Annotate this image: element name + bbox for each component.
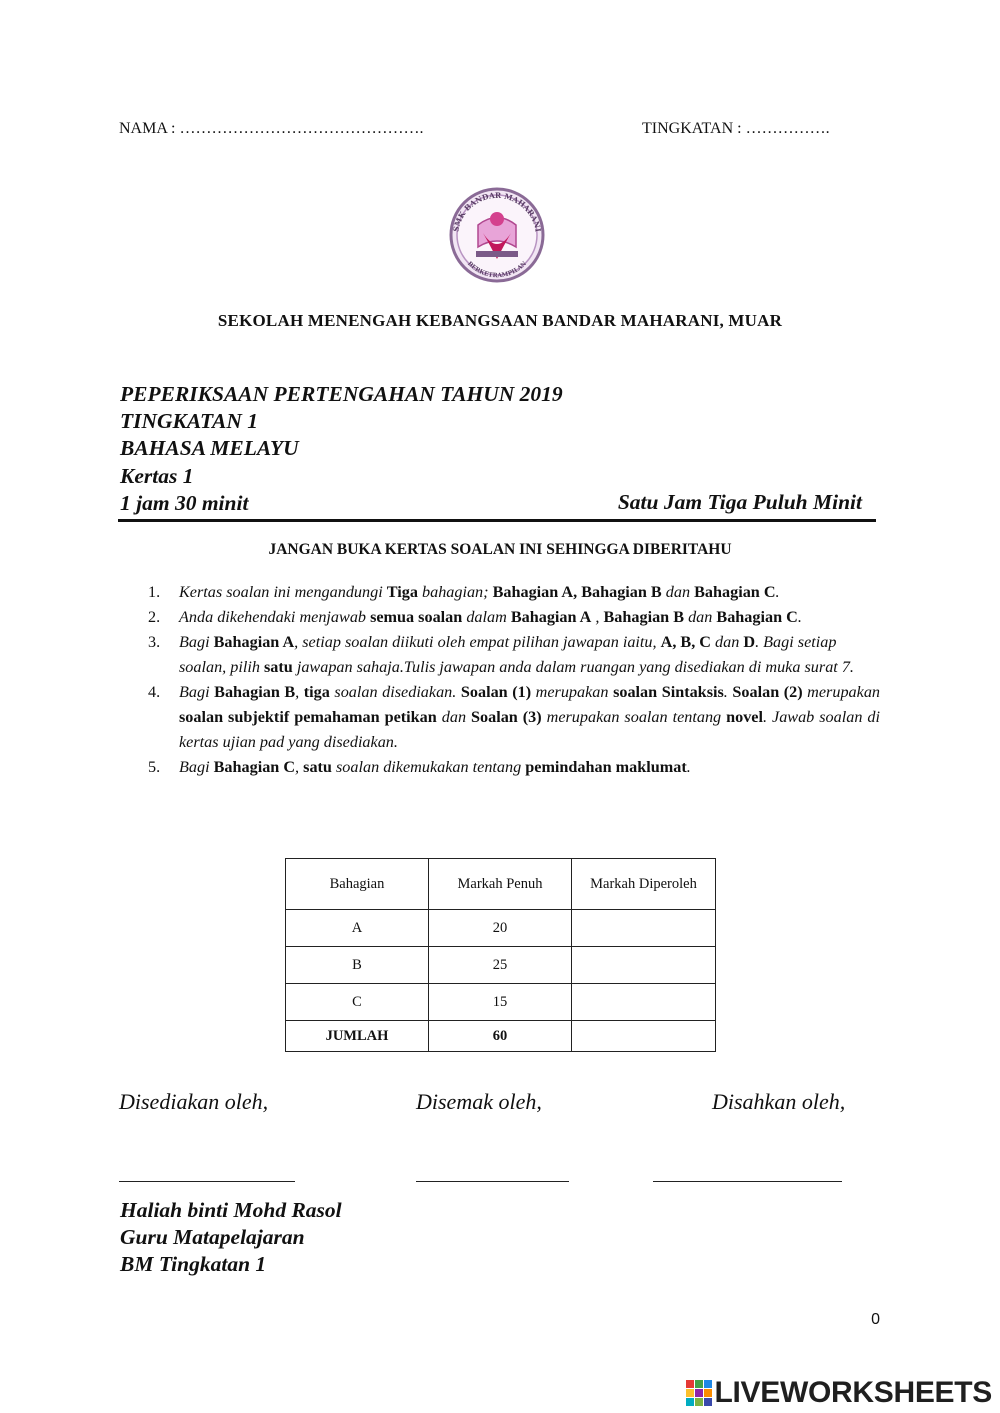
instruction-text: dalam: [462, 608, 511, 626]
instruction-text: Kertas soalan ini mengandungi: [179, 583, 387, 601]
instruction-bold: Soalan (2): [732, 683, 803, 701]
instruction-bold: tiga: [303, 683, 330, 701]
prepared-by-label: Disediakan oleh,: [119, 1089, 269, 1114]
instruction-text: merupakan: [531, 683, 614, 701]
instruction-text: .: [686, 758, 691, 776]
school-name: SEKOLAH MENENGAH KEBANGSAAN BANDAR MAHARANI, MUAR: [217, 311, 783, 330]
instruction-text: ,: [295, 683, 304, 701]
instruction-text: soalan dikemukakan tentang: [331, 758, 526, 776]
instruction-number: 1.: [148, 583, 161, 601]
prepared-signature-line: [119, 1181, 295, 1182]
checked-by-label: Disemak oleh,: [416, 1089, 542, 1114]
instruction-text: .: [797, 608, 802, 626]
instruction-bold: A, B, C: [660, 633, 711, 651]
name-field-label: NAMA : ……………………………………….: [119, 120, 424, 137]
marks-obtained-cell[interactable]: [572, 910, 716, 947]
instruction-number: 2.: [148, 608, 161, 626]
instruction-text: Bagi: [179, 683, 215, 701]
instructions-list: [148, 580, 880, 780]
marks-table: [285, 858, 716, 1052]
instruction-bold: satu: [303, 758, 332, 776]
instruction-text: ,: [295, 758, 304, 776]
instruction-bold: Bahagian C: [213, 758, 296, 776]
instruction-text: merupakan: [802, 683, 881, 701]
table-header-cell: Markah Diperoleh: [572, 859, 716, 910]
instruction-text: bahagian;: [417, 583, 493, 601]
exam-duration: 1 jam 30 minit: [120, 491, 249, 515]
instruction-bold: Bahagian C: [694, 583, 776, 601]
logo-text-bottom: BERKETRAMPILAN: [465, 260, 529, 280]
instruction-bold: satu: [264, 658, 293, 676]
logo-tile: [695, 1398, 703, 1406]
instruction-text: Bagi: [179, 758, 214, 776]
preparer-role: Guru Matapelajaran: [120, 1225, 305, 1249]
instruction-item: [148, 630, 880, 680]
instruction-bold: Soalan (3): [471, 708, 542, 726]
instruction-bold: Bahagian C: [716, 608, 798, 626]
marks-obtained-cell[interactable]: [572, 1021, 716, 1052]
instruction-text: dan: [436, 708, 472, 726]
instruction-item: [148, 680, 880, 755]
instruction-text: Bagi: [179, 633, 214, 651]
approved-signature-line: [653, 1181, 842, 1182]
approved-by-label: Disahkan oleh,: [712, 1089, 846, 1114]
instruction-number: 3.: [148, 633, 161, 651]
liveworksheets-logo-icon: [686, 1380, 712, 1406]
exam-level: TINGKATAN 1: [120, 409, 258, 433]
table-cell: JUMLAH: [286, 1021, 429, 1052]
instruction-bold: Bahagian B: [214, 683, 296, 701]
logo-tile: [704, 1380, 712, 1388]
warning-notice: JANGAN BUKA KERTAS SOALAN INI SEHINGGA DIBERITAHU: [268, 541, 732, 558]
school-crest-logo: [436, 185, 558, 285]
instruction-bold: D: [743, 633, 756, 651]
instruction-bold: soalan Sintaksis: [613, 683, 724, 701]
instruction-item: [148, 755, 880, 780]
instruction-text: .: [775, 583, 780, 601]
instruction-bold: Soalan (1): [460, 683, 532, 701]
logo-text-top: SMK BANDAR MAHARANI: [451, 190, 543, 233]
table-cell: 20: [429, 910, 572, 947]
instruction-text: . Bagi setiap soalan, pilih: [179, 633, 837, 676]
exam-duration-words: Satu Jam Tiga Puluh Minit: [617, 490, 862, 514]
instruction-bold: Bahagian A, Bahagian B: [492, 583, 662, 601]
table-row: [286, 947, 716, 984]
instruction-item: [148, 580, 880, 605]
table-header-cell: Markah Penuh: [429, 859, 572, 910]
table-row: [286, 910, 716, 947]
instruction-text: merupakan soalan tentang: [541, 708, 727, 726]
instruction-bold: pemindahan maklumat: [525, 758, 687, 776]
table-cell: B: [286, 947, 429, 984]
instruction-bold: Bahagian A: [510, 608, 592, 626]
instruction-number: 4.: [148, 683, 161, 701]
instruction-text: soalan disediakan.: [329, 683, 461, 701]
instruction-bold: soalan subjektif pemahaman petikan: [179, 708, 437, 726]
logo-tile: [686, 1389, 694, 1397]
table-cell: 60: [429, 1021, 572, 1052]
instruction-text: dan: [684, 608, 717, 626]
instruction-text: ,: [591, 608, 604, 626]
table-cell: 25: [429, 947, 572, 984]
logo-tile: [695, 1380, 703, 1388]
logo-tile: [704, 1389, 712, 1397]
instruction-text: Anda dikehendaki menjawab: [179, 608, 371, 626]
table-cell: 15: [429, 984, 572, 1021]
marks-obtained-cell[interactable]: [572, 984, 716, 1021]
instruction-text: dan: [711, 633, 744, 651]
instruction-bold: semua soalan: [370, 608, 463, 626]
table-total-row: [286, 1021, 716, 1052]
logo-tile: [686, 1380, 694, 1388]
instruction-bold: Tiga: [386, 583, 418, 601]
header-divider: [118, 519, 876, 522]
instruction-text: jawapan sahaja.Tulis jawapan anda dalam ruangan yang disediakan di muka surat 7.: [292, 658, 854, 676]
exam-title: PEPERIKSAAN PERTENGAHAN TAHUN 2019: [120, 382, 563, 406]
liveworksheets-watermark[interactable]: [686, 1376, 993, 1410]
table-cell: C: [286, 984, 429, 1021]
instruction-text: .: [723, 683, 733, 701]
table-header-cell: Bahagian: [286, 859, 429, 910]
instruction-text: , setiap soalan diikuti oleh empat pilihan jawapan iaitu,: [294, 633, 661, 651]
page-number: 0: [871, 1311, 880, 1328]
instruction-bold: Bahagian B: [603, 608, 685, 626]
preparer-class: BM Tingkatan 1: [120, 1252, 267, 1276]
marks-obtained-cell[interactable]: [572, 947, 716, 984]
instruction-number: 5.: [148, 758, 161, 776]
watermark-text: LIVEWORKSHEETS: [714, 1376, 992, 1409]
instruction-text: . Jawab soalan di kertas ujian pad yang disediakan.: [179, 708, 880, 751]
table-row: [286, 984, 716, 1021]
exam-subject: BAHASA MELAYU: [120, 436, 299, 460]
instruction-bold: Bahagian A: [213, 633, 295, 651]
table-cell: A: [286, 910, 429, 947]
instruction-item: [148, 605, 880, 630]
instruction-text: dan: [661, 583, 695, 601]
logo-tile: [704, 1398, 712, 1406]
class-field-label: TINGKATAN : …………….: [642, 120, 830, 137]
table-header-row: [286, 859, 716, 910]
instruction-bold: novel: [726, 708, 763, 726]
preparer-name: Haliah binti Mohd Rasol: [120, 1198, 342, 1222]
logo-tile: [686, 1398, 694, 1406]
exam-paper: Kertas 1: [120, 464, 194, 488]
logo-tile: [695, 1389, 703, 1397]
checked-signature-line: [416, 1181, 569, 1182]
